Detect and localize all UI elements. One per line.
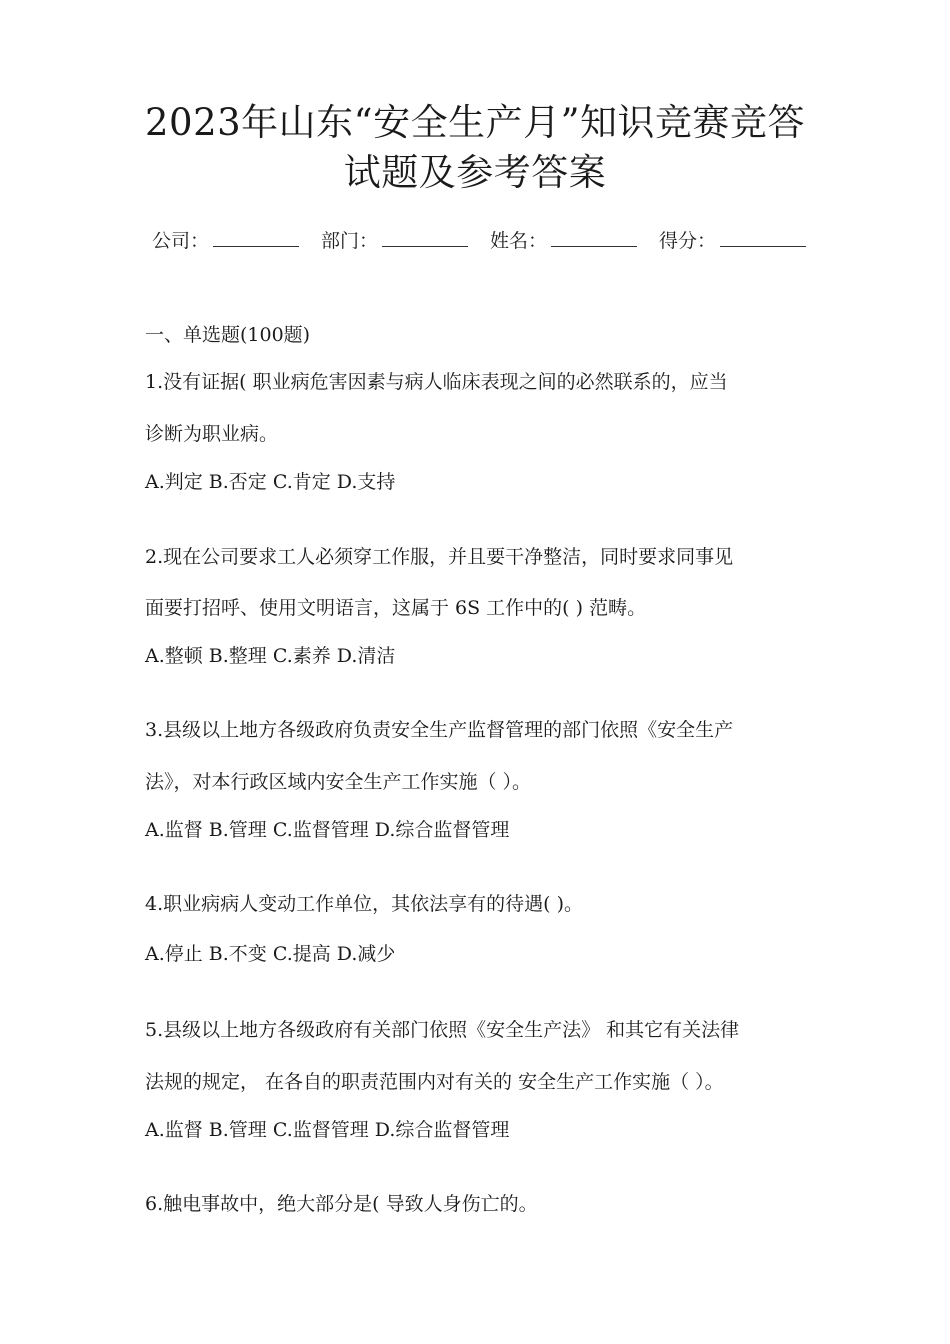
- score-field[interactable]: [659, 226, 806, 253]
- question-1-stem-line-1: 1.没有证据( 职业病危害因素与病人临床表现之间的必然联系的，应当: [145, 371, 728, 393]
- score-label: 得分：: [659, 230, 717, 252]
- question-2-stem-line-2: 面要打招呼、使用文明语言，这属于 6S 工作中的( ) 范畴。: [145, 597, 647, 619]
- question-3-options: A.监督 B.管理 C.监督管理 D.综合监督管理: [145, 819, 510, 841]
- name-label: 姓名：: [490, 230, 548, 252]
- info-fields: [152, 226, 806, 253]
- question-3-stem-line-2: 法》，对本行政区域内安全生产工作实施（ ）。: [145, 771, 532, 793]
- question-5-options: A.监督 B.管理 C.监督管理 D.综合监督管理: [145, 1119, 510, 1141]
- department-blank[interactable]: [382, 230, 468, 247]
- question-5-stem-line-1: 5.县级以上地方各级政府有关部门依照《安全生产法》 和其它有关法律: [145, 1019, 740, 1041]
- department-label: 部门：: [321, 230, 379, 252]
- question-2-stem-line-1: 2.现在公司要求工人必须穿工作服，并且要干净整洁，同时要求同事见: [145, 546, 734, 568]
- name-field[interactable]: [490, 226, 637, 253]
- question-3-stem-line-1: 3.县级以上地方各级政府负责安全生产监督管理的部门依照《安全生产: [145, 719, 734, 741]
- section-heading: 一、单选题(100题): [145, 324, 311, 346]
- score-blank[interactable]: [720, 230, 806, 247]
- question-6-stem-line-1: 6.触电事故中，绝大部分是( 导致人身伤亡的。: [145, 1193, 538, 1215]
- question-1-stem-line-2: 诊断为职业病。: [145, 423, 279, 445]
- company-field[interactable]: [152, 226, 299, 253]
- company-label: 公司：: [152, 230, 210, 252]
- question-4-stem-line-1: 4.职业病病人变动工作单位，其依法享有的待遇( )。: [145, 893, 583, 915]
- question-5-stem-line-2: 法规的规定， 在各自的职责范围内对有关的 安全生产工作实施（ ）。: [145, 1071, 724, 1093]
- question-4-options: A.停止 B.不变 C.提高 D.减少: [145, 943, 396, 965]
- department-field[interactable]: [321, 226, 468, 253]
- document-title-line-2: 试题及参考答案: [343, 151, 607, 194]
- question-2-options: A.整顿 B.整理 C.素养 D.清洁: [145, 645, 396, 667]
- company-blank[interactable]: [213, 230, 299, 247]
- document-title-line-1: 2023年山东“安全生产月”知识竞赛竞答: [145, 101, 805, 144]
- name-blank[interactable]: [551, 230, 637, 247]
- question-1-options: A.判定 B.否定 C.肯定 D.支持: [145, 471, 396, 493]
